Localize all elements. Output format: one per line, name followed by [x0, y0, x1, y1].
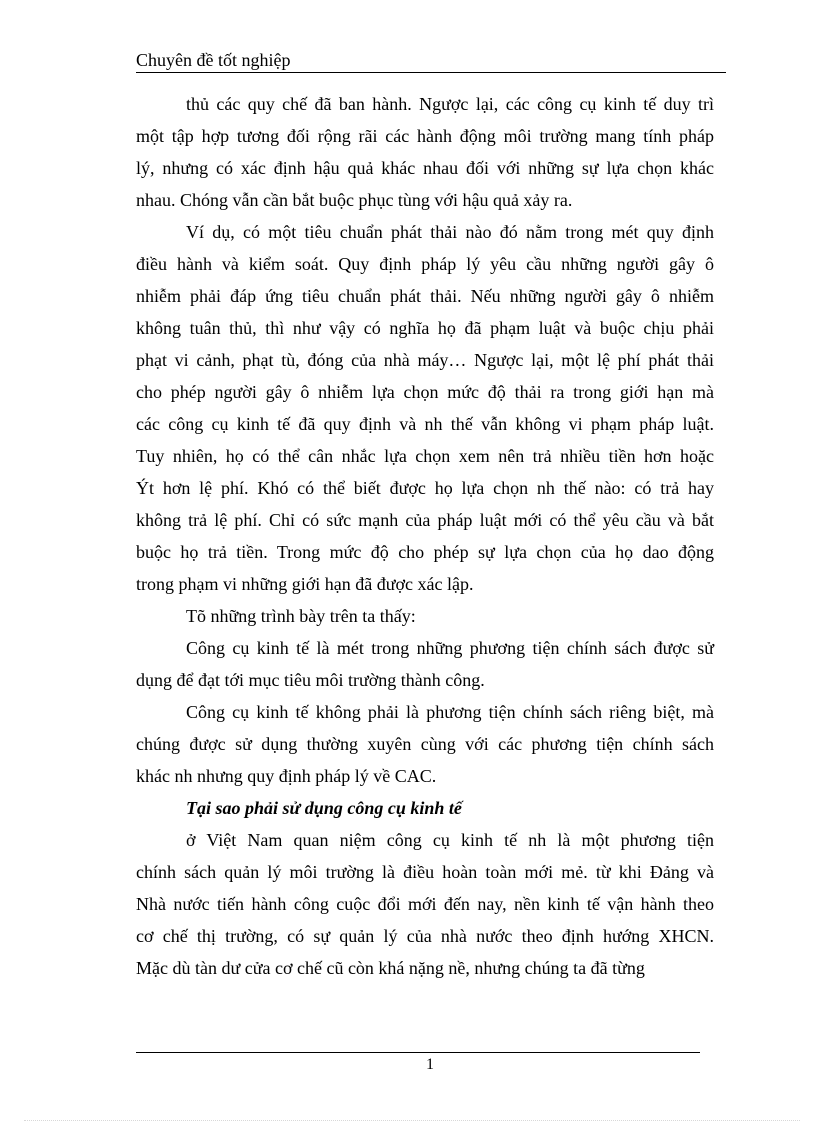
- text-line: nhau. Chóng vẫn cần bắt buộc phục tùng với hậu quả xảy ra.: [136, 190, 573, 210]
- text-line: Ví dụ, có một tiêu chuẩn phát thải nào đó nằm trong mét quy định: [186, 222, 714, 242]
- text-line: Nhà nước tiến hành công cuộc đổi mới đến nay, nền kinh tế vận hành theo: [136, 894, 714, 914]
- page-number: 1: [426, 1056, 434, 1073]
- text-line: khác nh nhưng quy định pháp lý về CAC.: [136, 766, 437, 786]
- page-bottom-edge: [24, 1120, 800, 1121]
- text-line: Công cụ kinh tế là mét trong những phương tiện chính sách được sử: [186, 638, 714, 658]
- text-line: lý, nhưng có xác định hậu quả khác nhau đối với những sự lựa chọn khác: [136, 158, 714, 178]
- text-line: một tập hợp tương đối rộng rãi các hành động môi trường mang tính pháp: [136, 126, 714, 146]
- page-header: [136, 48, 726, 73]
- text-line: ở Việt Nam quan niệm công cụ kinh tế nh là một phương tiện: [186, 830, 714, 850]
- text-line: buộc họ trả tiền. Trong mức độ cho phép sự lựa chọn của họ dao động: [136, 542, 714, 562]
- text-line: Ýt hơn lệ phí. Khó có thể biết được họ lựa chọn nh thế nào: có trả hay: [136, 478, 714, 498]
- body-text: [136, 88, 714, 984]
- text-line: nhiễm phải đáp ứng tiêu chuẩn phát thải. Nếu những người gây ô nhiễm: [136, 286, 714, 306]
- text-line: dụng để đạt tới mục tiêu môi trường thành công.: [136, 670, 485, 690]
- text-line: thủ các quy chế đã ban hành. Ngược lại, các công cụ kinh tế duy trì: [186, 94, 714, 114]
- text-line: không tuân thủ, thì như vậy có nghĩa họ đã phạm luật và buộc chịu phải: [136, 318, 714, 338]
- text-line: Tuy nhiên, họ có thể cân nhắc lựa chọn xem nên trả nhiều tiền hơn hoặc: [136, 446, 714, 466]
- text-line: các công cụ kinh tế đã quy định và nh thế vẫn không vi phạm pháp luật.: [136, 414, 714, 434]
- text-line: không trả lệ phí. Chỉ có sức mạnh của pháp luật mới có thể yêu cầu và bắt: [136, 510, 714, 530]
- text-line: Mặc dù tàn dư cửa cơ chế cũ còn khá nặng nề, nhưng chúng ta đã từng: [136, 958, 645, 978]
- section-heading: Tại sao phải sử dụng công cụ kinh tế: [186, 798, 462, 818]
- text-line: Công cụ kinh tế không phải là phương tiện chính sách riêng biệt, mà: [186, 702, 714, 722]
- header-title: Chuyên đề tốt nghiệp: [136, 50, 291, 70]
- footer-rule: [136, 1052, 700, 1053]
- text-line: trong phạm vi những giới hạn đã được xác lập.: [136, 574, 474, 594]
- text-line: phạt vi cảnh, phạt tù, đóng của nhà máy… Ngược lại, một lệ phí phát thải: [136, 350, 714, 370]
- text-line: điều hành và kiểm soát. Quy định pháp lý yêu cầu những người gây ô: [136, 254, 714, 274]
- text-line: Tõ những trình bày trên ta thấy:: [186, 606, 416, 626]
- text-line: cho phép người gây ô nhiễm lựa chọn mức độ thải ra trong giới hạn mà: [136, 382, 714, 402]
- text-line: chúng được sử dụng thường xuyên cùng với các phương tiện chính sách: [136, 734, 714, 754]
- text-line: chính sách quản lý môi trường là điều hoàn toàn mới mẻ. từ khi Đảng và: [136, 862, 714, 882]
- text-line: cơ chế thị trường, có sự quản lý của nhà nước theo định hướng XHCN.: [136, 926, 714, 946]
